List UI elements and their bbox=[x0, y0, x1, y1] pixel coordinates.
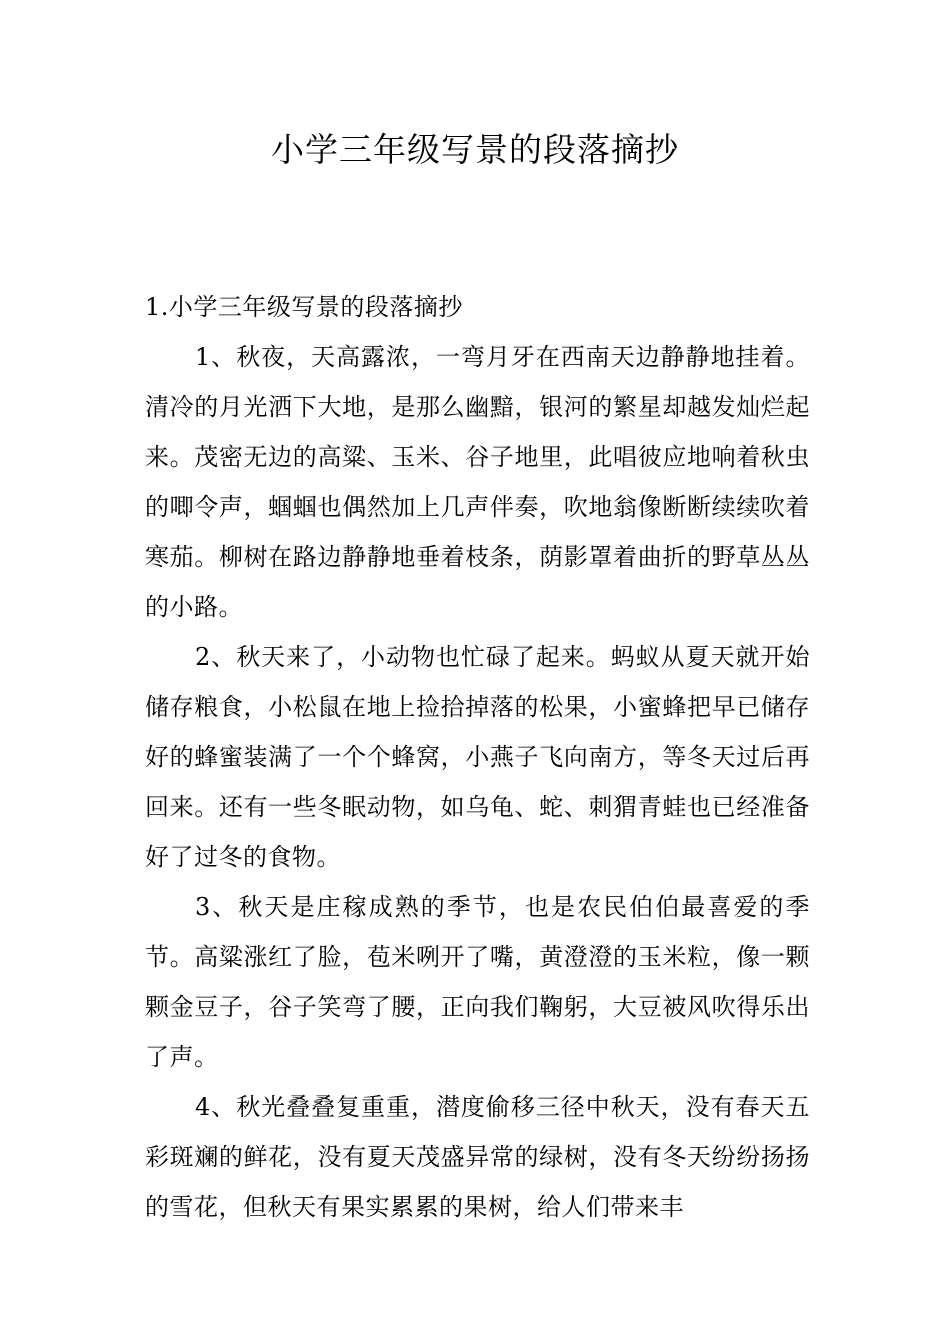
paragraph-2: 2、秋天来了，小动物也忙碌了起来。蚂蚁从夏天就开始储存粮食，小松鼠在地上捡拾掉落的松果，小蜜蜂把早已储存好的蜂蜜装满了一个个蜂窝，小燕子飞向南方，等冬天过后再回来。还有一些冬眠动物，如乌龟、蛇、刺猬青蛙也已经准备好了过冬的食物。 bbox=[145, 643, 810, 871]
paragraph-4: 4、秋光叠叠复重重，潜度偷移三径中秋天，没有春天五彩斑斓的鲜花，没有夏天茂盛异常的绿树，没有冬天纷纷扬扬的雪花，但秋天有果实累累的果树，给人们带来丰 bbox=[145, 1093, 810, 1221]
paragraph-1: 1、秋夜，天高露浓，一弯月牙在西南天边静静地挂着。清冷的月光洒下大地，是那么幽黯，银河的繁星却越发灿烂起来。茂密无边的高粱、玉米、谷子地里，此唱彼应地响着秋虫的唧令声，蝈蝈也偶然加上几声伴奏，吹地翁像断断续续吹着寒茄。柳树在路边静静地垂着枝条，荫影罩着曲折的野草丛丛的小路。 bbox=[145, 343, 810, 621]
document-body bbox=[145, 282, 810, 1232]
document-title: 小学三年级写景的段落摘抄 bbox=[271, 130, 679, 169]
paragraph-3: 3、秋天是庄稼成熟的季节，也是农民伯伯最喜爱的季节。高粱涨红了脸，苞米咧开了嘴，黄澄澄的玉米粒，像一颗颗金豆子，谷子笑弯了腰，正向我们鞠躬，大豆被风吹得乐出了声。 bbox=[145, 893, 810, 1071]
section-heading: 1.小学三年级写景的段落摘抄 bbox=[145, 293, 463, 321]
